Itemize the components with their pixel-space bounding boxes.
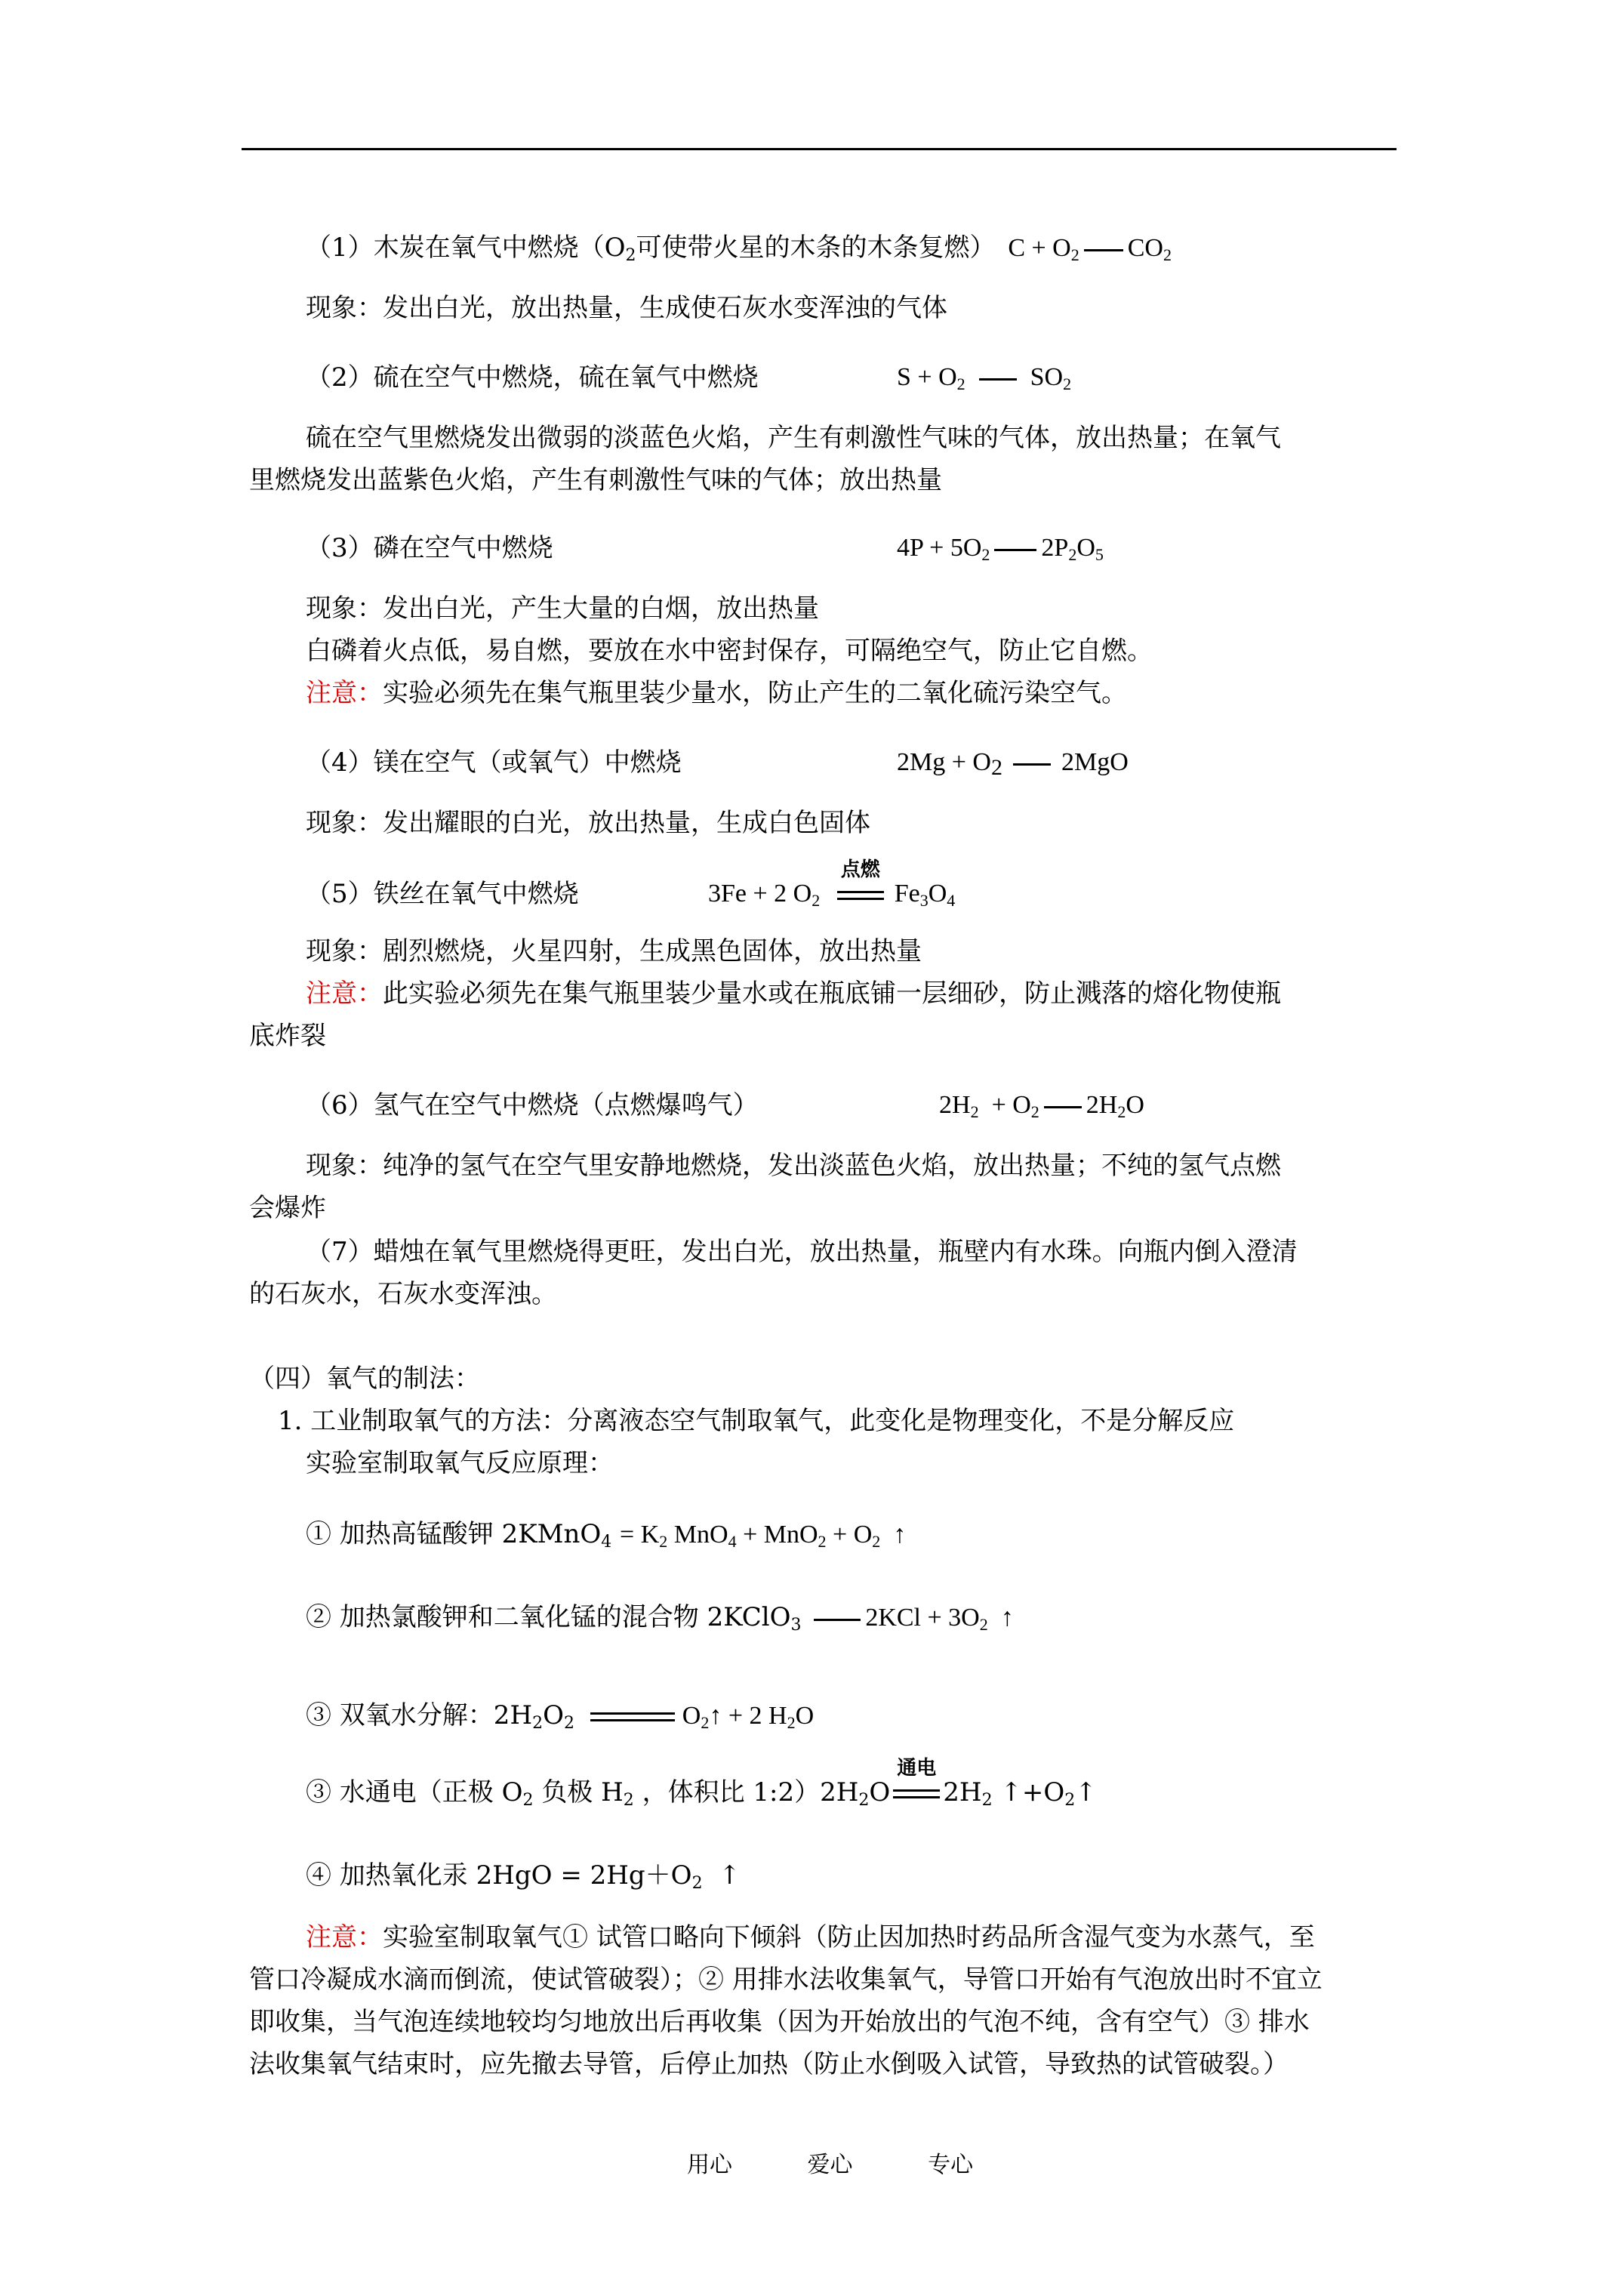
reaction-arrow: [1013, 763, 1051, 766]
lab-method-3b: ③ 水通电（正极 $O_2$ 负极 $H_2$ ，体积比 $1:2)2H_2O$ 通电 $2H_2$ $↑+O_2↑$: [306, 1774, 1097, 1819]
reaction-7-candle-2: 的石灰水，石灰水变浑浊。: [249, 1279, 557, 1309]
note-label: 注意：: [306, 978, 383, 1009]
reaction-double-arrow: [590, 1712, 675, 1721]
reaction-arrow: [1044, 1106, 1082, 1108]
reaction-5-iron: （5）铁丝在氧气中燃烧: [306, 879, 579, 909]
lab-method-4: ④ 加热氧化汞 $2HgO = 2Hg+O_2$ ↑: [306, 1860, 741, 1893]
equation-iron: 3Fe + 2 $O_2$ 点燃 $Fe_3O_4$: [708, 876, 955, 919]
note-5-cont: 底炸裂: [249, 1021, 326, 1051]
section-heading: （四）氧气的制法：: [249, 1364, 480, 1394]
phenomenon-1: 现象：发出白光，放出热量，生成使石灰水变浑浊的气体: [306, 293, 947, 323]
note-5: 注意：此实验必须先在集气瓶里装少量水或在瓶底铺一层细砂，防止溅落的熔化物使瓶: [306, 978, 1281, 1009]
header-rule: [242, 148, 1397, 150]
reaction-arrow: [994, 549, 1036, 551]
reaction-2-sulfur: （2）硫在空气中燃烧，硫在氧气中燃烧: [306, 362, 759, 393]
reaction-arrow: [979, 378, 1017, 381]
phenomenon-5: 现象：剧烈燃烧，火星四射，生成黑色固体，放出热量: [306, 936, 922, 966]
industrial-method: 1. 工业制取氧气的方法：分离液态空气制取氧气，此变化是物理变化，不是分解反应: [278, 1406, 1235, 1436]
page-footer: [687, 2146, 1041, 2179]
condition-ignite: 点燃: [840, 858, 880, 882]
gas-arrow-icon: ↑: [1000, 1604, 1014, 1632]
note-label: 注意：: [306, 1922, 383, 1952]
lab-note-2: 管口冷凝成水滴而倒流，使试管破裂）；② 用排水法收集氧气，导管口开始有气泡放出时不宜立: [249, 1965, 1323, 1995]
reaction-7-candle-1: （7）蜡烛在氧气里燃烧得更旺，发出白光，放出热量，瓶壁内有水珠。向瓶内倒入澄清: [306, 1237, 1298, 1267]
condition-electrolysis: 通电: [897, 1757, 937, 1780]
sulfur-description-2: 里燃烧发出蓝紫色火焰，产生有刺激性气味的气体；放出热量: [249, 465, 942, 495]
equation-sulfur: $S + O_2$ $SO_2$: [897, 363, 1072, 393]
footer-item: 用心: [687, 2152, 732, 2178]
phenomenon-3: 现象：发出白光，产生大量的白烟，放出热量: [306, 593, 819, 624]
gas-arrow-icon: ↑: [719, 1860, 741, 1891]
sulfur-description-1: 硫在空气里燃烧发出微弱的淡蓝色火焰，产生有刺激性气味的气体，放出热量；在氧气: [306, 423, 1281, 453]
phenomenon-4: 现象：发出耀眼的白光，放出热量，生成白色固体: [306, 808, 870, 838]
lab-principle-heading: 实验室制取氧气反应原理：: [306, 1448, 614, 1478]
phenomenon-6-1: 现象：纯净的氢气在空气里安静地燃烧，发出淡蓝色火焰，放出热量；不纯的氢气点燃: [306, 1151, 1281, 1181]
lab-note-4: 法收集氧气结束时，应先撤去导管，后停止加热（防止水倒吸入试管，导致热的试管破裂。）: [249, 2049, 1289, 2079]
reaction-6-hydrogen: （6）氢气在空气中燃烧（点燃爆鸣气）: [306, 1090, 759, 1120]
note-3: 注意：实验必须先在集气瓶里装少量水，防止产生的二氧化硫污染空气。: [306, 678, 1127, 708]
reaction-double-arrow: [893, 1757, 940, 1798]
reaction-arrow: [1084, 249, 1123, 251]
equation-magnesium: $2Mg + O_2$ 2MgO: [897, 748, 1129, 780]
reaction-4-magnesium: （4）镁在空气（或氧气）中燃烧: [306, 747, 682, 778]
reaction-3-phosphorus: （3）磷在空气中燃烧: [306, 533, 553, 563]
lab-method-1: ① 加热高锰酸钾 2KMnO$_4$ = $K_2$ $MnO_4 + MnO_2 + O_2$ ↑: [306, 1519, 907, 1552]
lab-method-2: ② 加热氯酸钾和二氧化锰的混合物 2KClO$_3$ $2KCl + 3O_2$ ↑: [306, 1602, 1014, 1635]
reaction-arrow: [814, 1619, 861, 1621]
footer-item: 爱心: [807, 2152, 853, 2178]
white-phosphorus-note: 白磷着火点低，易自燃，要放在水中密封保存，可隔绝空气，防止它自燃。: [306, 636, 1153, 666]
equation-hydrogen: $2H_2 + O_2$ $2H_2O$: [939, 1091, 1144, 1121]
gas-arrow-icon: ↑: [893, 1521, 907, 1549]
reaction-1-charcoal: （1）木炭在氧气中燃烧（$O_2$可使带火星的木条的木条复燃） $C + O_2$ $CO_2$: [306, 233, 1172, 265]
note-label: 注意：: [306, 678, 383, 708]
lab-note-3: 即收集，当气泡连续地较均匀地放出后再收集（因为开始放出的气泡不纯，含有空气）③ 排水: [249, 2007, 1310, 2037]
lab-method-3: ③ 双氧水分解：$2H_2O_2$ $O_2↑ + 2$ $H_2O$: [306, 1700, 815, 1733]
lab-note-1: 注意：实验室制取氧气① 试管口略向下倾斜（防止因加热时药品所含湿气变为水蒸气，至: [306, 1922, 1315, 1952]
equation-phosphorus: $4P + 5O_2$ $2P_2O_5$: [897, 534, 1104, 564]
phenomenon-6-2: 会爆炸: [249, 1193, 326, 1223]
footer-item: 专心: [928, 2152, 974, 2178]
reaction-double-arrow: [837, 858, 884, 900]
